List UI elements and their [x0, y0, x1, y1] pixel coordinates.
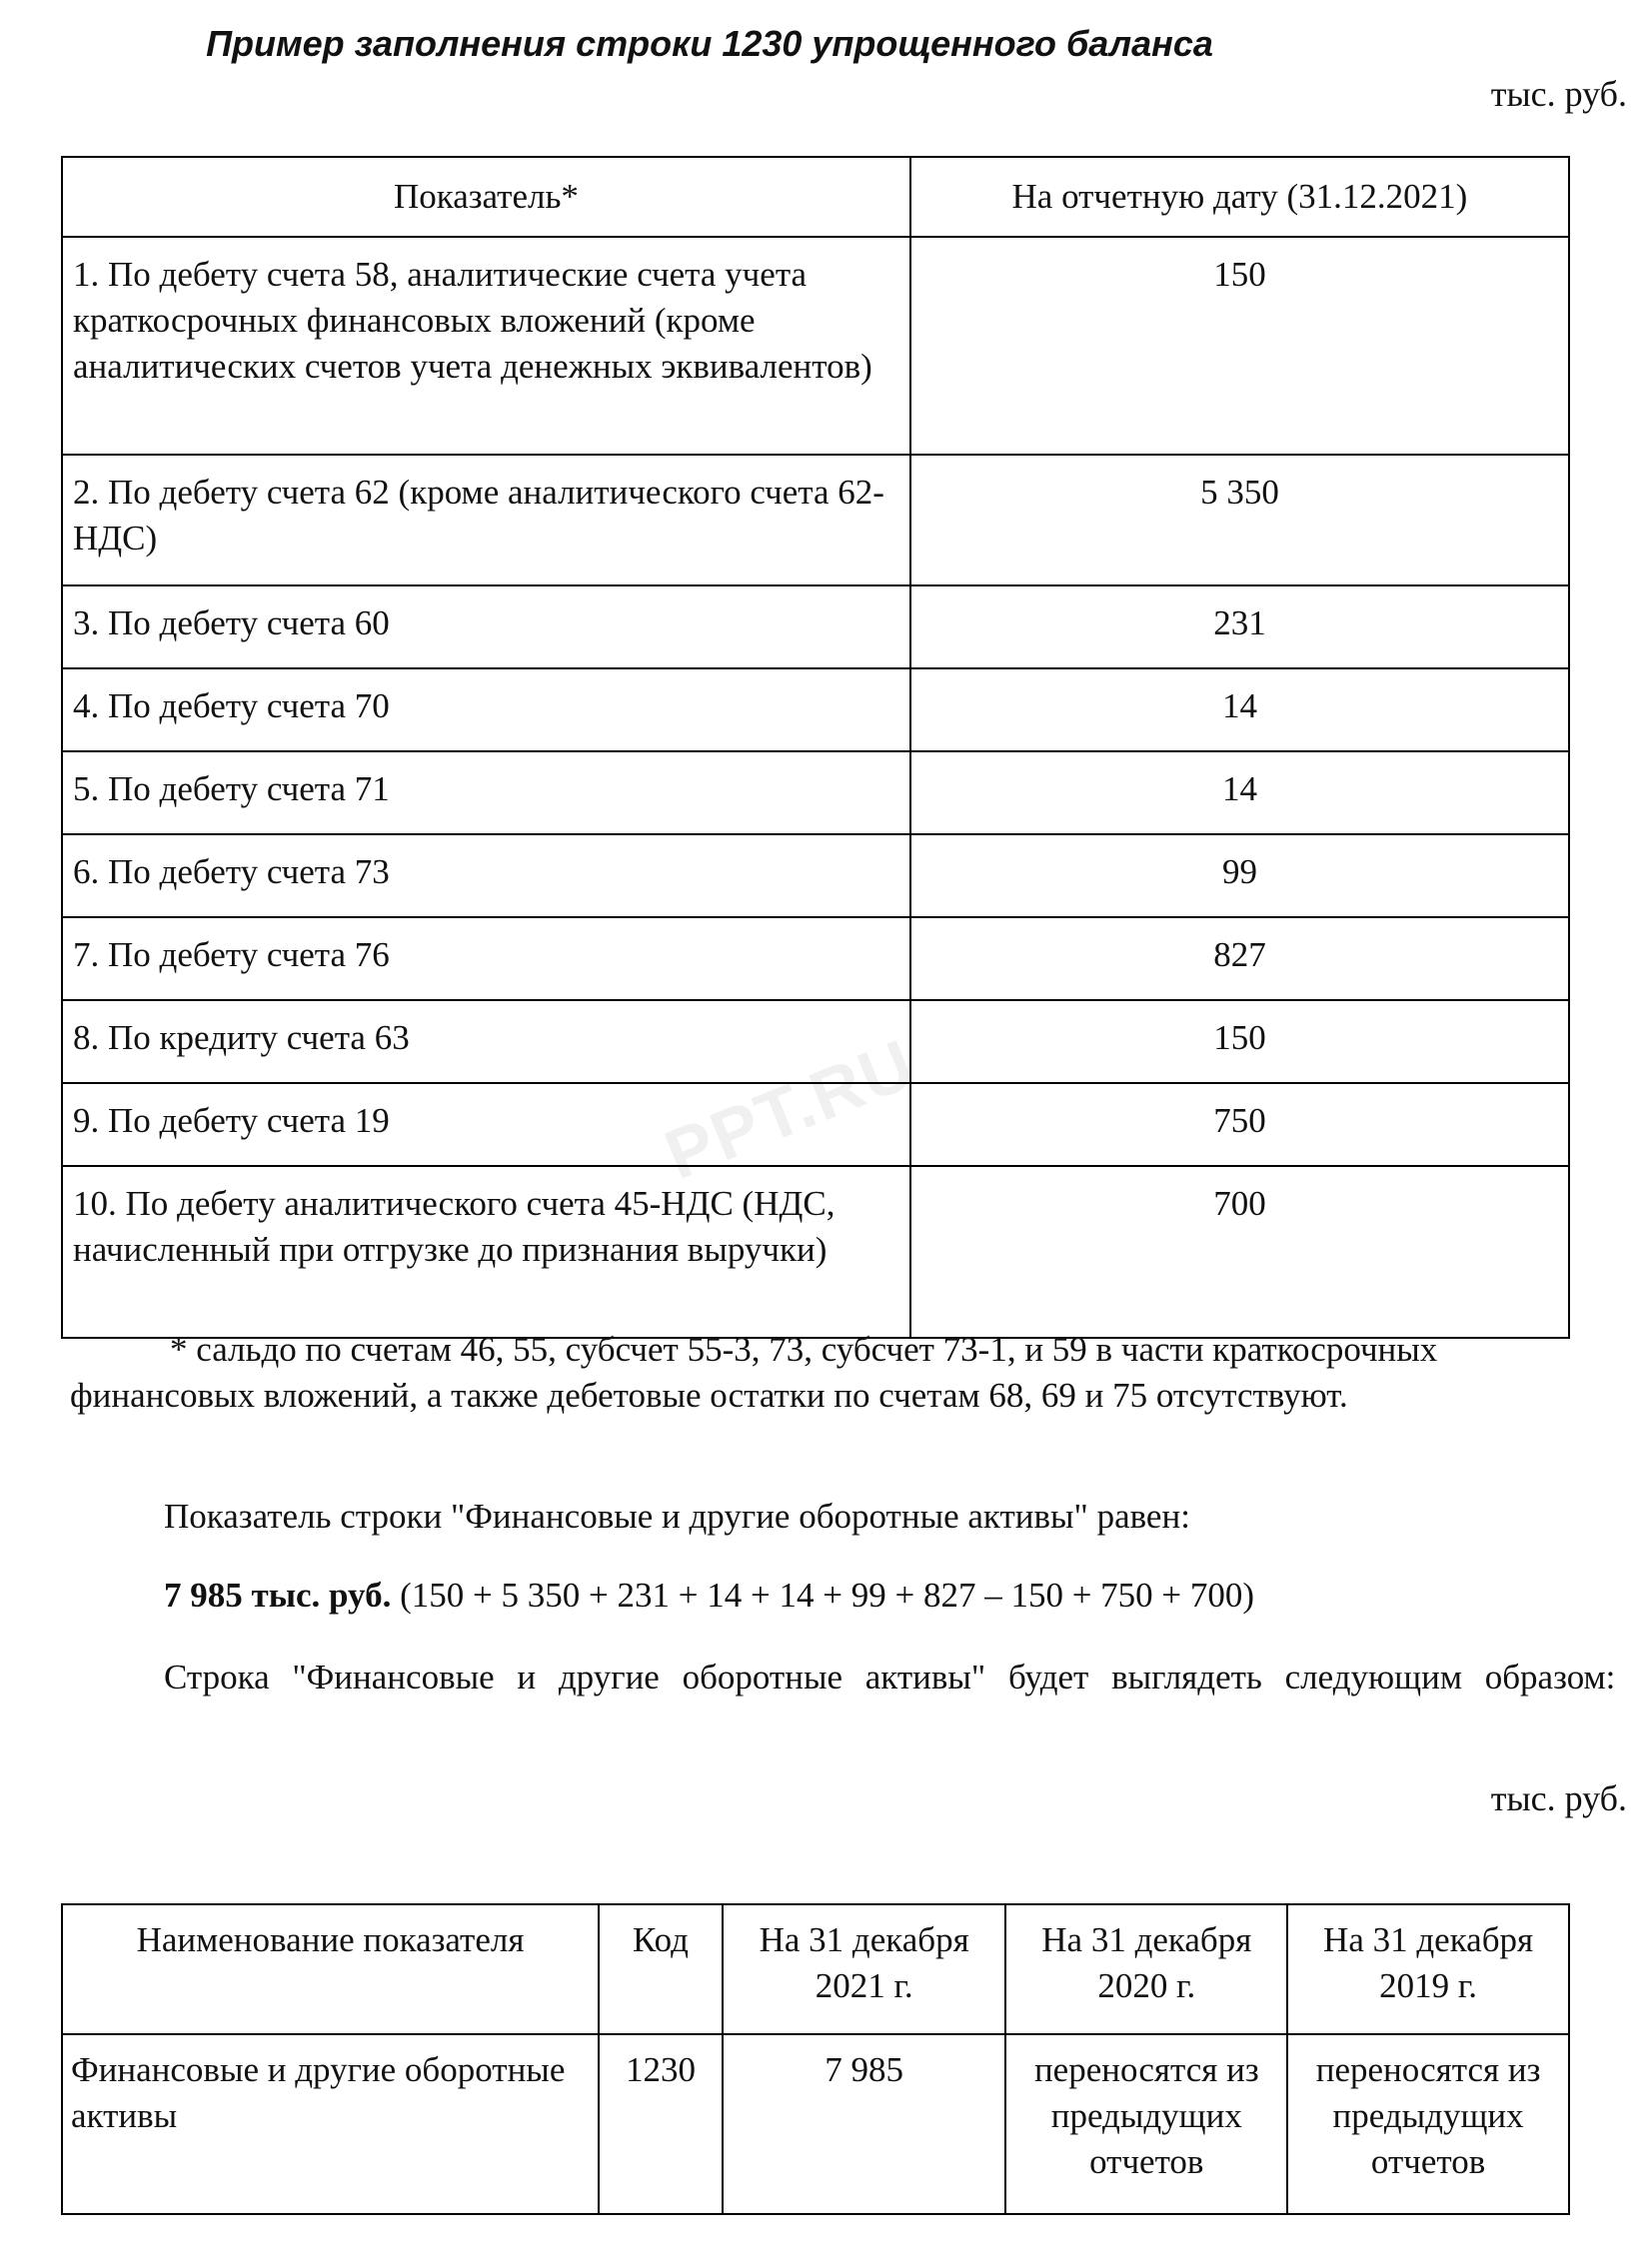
table-row	[62, 751, 1569, 834]
table-row	[62, 917, 1569, 1000]
cell-name: Финансовые и другие оборотные активы	[62, 2034, 599, 2214]
table-row	[62, 668, 1569, 751]
row-label: 9. По дебету счета 19	[62, 1083, 910, 1166]
watermark: PPT.RU	[654, 1023, 926, 1195]
row-value: 150	[910, 1000, 1569, 1083]
table-header-row	[62, 1904, 1569, 2034]
result-formula: (150 + 5 350 + 231 + 14 + 14 + 99 + 827 – 150 + 750 + 700)	[391, 1576, 1255, 1615]
row-label: 3. По дебету счета 60	[62, 585, 910, 668]
column-header-2021: На 31 декабря 2021 г.	[723, 1904, 1006, 2034]
table-row	[62, 585, 1569, 668]
cell-2021: 7 985	[723, 2034, 1006, 2214]
row-value: 150	[910, 237, 1569, 455]
row-label: 6. По дебету счета 73	[62, 834, 910, 917]
table-row	[62, 237, 1569, 455]
row-value: 14	[910, 668, 1569, 751]
row-value: 14	[910, 751, 1569, 834]
cell-code: 1230	[599, 2034, 723, 2214]
table-row	[62, 2034, 1569, 2214]
table-header-row	[62, 157, 1569, 237]
column-header-2020: На 31 декабря 2020 г.	[1005, 1904, 1287, 2034]
row-value: 231	[910, 585, 1569, 668]
unit-label: тыс. руб.	[1490, 74, 1627, 114]
row-label: 4. По дебету счета 70	[62, 668, 910, 751]
row-value: 750	[910, 1083, 1569, 1166]
description-paragraph: Строка "Финансовые и другие оборотные активы" будет выглядеть следующим образом:	[164, 1658, 1616, 1697]
table-row	[62, 455, 1569, 585]
column-header-indicator: Показатель*	[62, 157, 910, 237]
column-header-date: На отчетную дату (31.12.2021)	[910, 157, 1569, 237]
result-line	[70, 1573, 1629, 1619]
balance-line-table	[61, 1903, 1570, 2215]
row-value: 827	[910, 917, 1569, 1000]
cell-2020: переносятся из предыдущих отчетов	[1005, 2034, 1287, 2214]
accounts-table	[61, 156, 1570, 1339]
indicator-paragraph: Показатель строки "Финансовые и другие оборотные активы" равен:	[164, 1497, 1190, 1536]
column-header-code: Код	[599, 1904, 723, 2034]
row-value: 700	[910, 1166, 1569, 1338]
cell-2019: переносятся из предыдущих отчетов	[1287, 2034, 1569, 2214]
footnote: * сальдо по счетам 46, 55, субсчет 55-3, 73, субсчет 73-1, и 59 в части краткосрочных финансовых вложений, а также дебетовые остатки по счетам 68, 69 и 75 отсутствуют.	[70, 1330, 1438, 1415]
row-label: 1. По дебету счета 58, аналитические счета учета краткосрочных финансовых вложений (кроме аналитических счетов учета денежных эквивалентов)	[62, 237, 910, 455]
row-value: 5 350	[910, 455, 1569, 585]
unit-label: тыс. руб.	[1490, 1778, 1627, 1818]
row-label: 8. По кредиту счета 63	[62, 1000, 910, 1083]
row-label: 5. По дебету счета 71	[62, 751, 910, 834]
column-header-2019: На 31 декабря 2019 г.	[1287, 1904, 1569, 2034]
row-label: 10. По дебету аналитического счета 45-НДС (НДС, начисленный при отгрузке до признания выручки)	[62, 1166, 910, 1338]
table-row	[62, 1166, 1569, 1338]
row-label: 7. По дебету счета 76	[62, 917, 910, 1000]
result-value: 7 985 тыс. руб.	[164, 1576, 392, 1615]
document-title: Пример заполнения строки 1230 упрощенного баланса	[206, 23, 1213, 64]
row-value: 99	[910, 834, 1569, 917]
row-label: 2. По дебету счета 62 (кроме аналитического счета 62-НДС)	[62, 455, 910, 585]
column-header-name: Наименование показателя	[62, 1904, 599, 2034]
table-row	[62, 834, 1569, 917]
